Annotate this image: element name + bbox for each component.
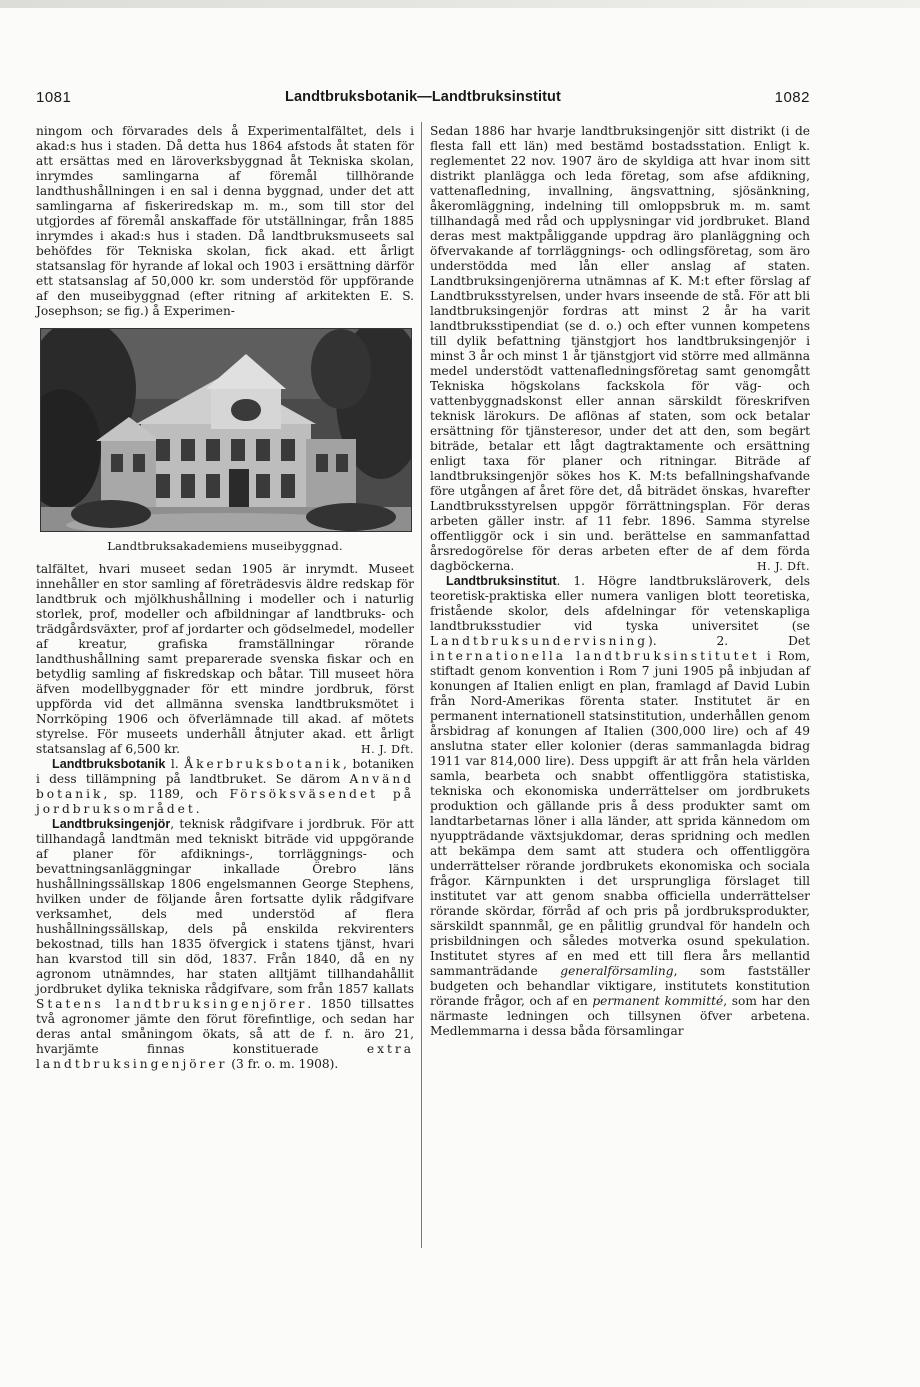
museum-building-illustration <box>41 329 411 531</box>
cross-reference: Försöksväsendet på jordbruksområdet <box>36 787 414 816</box>
headword: Landtbruksingenjör <box>52 817 171 831</box>
headword: Landtbruksbotanik <box>52 757 166 771</box>
entry-landtbruksingenjor: Landtbruksingenjör, teknisk rådgifvare i jordbruk. För att tillhandagå landtmän med tekniskt biträde vid uppgörande af planer för afdiknings-, torrläggnings- och bevattningsanläggningar inkallade Örebro läns hushållningssällskap 1806 engelsmannen George Stephens, hvilken under de följande åren fortsatte dylik rådgifvare verksamhet, dels med understöd af flera hushållningssällskap, dels på enskilda rekvirenters bekostnad, tills han 1835 öfvergick i statens tjänst, hvari han kvarstod till sin död, 1837. Från 1840, då en ny agronom utnämndes, har staten alltjämt tillhandahållit jordbruket dylika tekniska rådgifvare, som från 1857 kallats Statens landtbruksingenjörer. 1850 tillsattes två agronomer jämte den förut förefintlige, och sedan har deras antal småningom ökats, så att de f. n. äro 21, hvarjämte finnas konstituerade extra landtbruksingenjörer (3 fr. o. m. 1908). <box>36 817 414 1071</box>
left-column <box>36 124 414 1072</box>
cross-reference: Landtbruksundervisning <box>430 634 648 648</box>
spaced-term: extra landtbruksingenjörer <box>36 1042 414 1071</box>
museum-text-part1: ningom och förvarades dels å Experimentalfältet, dels i akad:s hus i staden. Då detta hus 1864 afstods åt staten för att ersättas med en läroverksbyggnad åt Tekniska skolan, inrymdes samlingarna af föremål tillhörande landthushållningen i en sal i denna byggnad, under det att samlingarna af fiskeriredskap m. m., som till stor del utgjordes af föremål anskaffade för utställningar, från 1885 inrymdes i akad:s hus i staden. Då landtbruksmuseets sal behöfdes för Tekniska skolan, fick akad. ett årligt statsanslag för hyrande af lokal och 1903 i ersättning därför ett statsanslag af 50,000 kr. som understöd för uppförande af den museibyggnad (efter ritning af arkitekten E. S. Josephson; se fig.) å Experimen- <box>36 124 414 318</box>
figure-caption: Landtbruksakademiens museibyggnad. <box>107 539 343 553</box>
page-number-right: 1082 <box>774 89 810 106</box>
scan-edge <box>0 0 920 8</box>
headword: Landtbruksinstitut <box>446 574 557 588</box>
page-header <box>36 89 810 111</box>
ingenjor-text: Sedan 1886 har hvarje landtbruksingenjör sitt distrikt (i de flesta fall ett län) med bestämd bostadsstation. Enligt k. reglementet 22 nov. 1907 äro de skyldiga att hvar inom sitt distrikt planlägga och leda företag, som afse afdikning, vattenafledning, invallning, ängsvattning, sjösänkning, åkeromläggning, indelning till omloppsbruk m. m. samt tillhandagå med råd och upplysningar vid jordbruket. Bland deras mest maktpåliggande uppdrag äro planläggning och öfvervakande af torrläggnings- och odlingsföretag, som äro understödda med lån eller anslag af staten. Landtbruksingenjörerna utnämnas af K. M:t efter förslag af Landtbruksstyrelsen, under hvars inseende de stå. För att bli landtbruksingenjör fordras att minst 2 år ha varit landtbruksstipendiat (se d. o.) och efter vunnen kompetens till dylik befattning tjänstgjort hos landtbruksingenjör i minst 3 år och minst 1 år tjänstgjort vid större med allmänna medel understödt vattenafledningsföretag samt genomgått Tekniska högskolans fackskola för väg- och vattenbyggnadskonst eller annan särskildt föreskrifven teknisk lärokurs. De aflönas af staten, som ock betalar ersättning för tjänsteresor, under det att den, som begärt biträde, betalar ett lågt dagtraktamente och ersättning enligt taxa för planer och ritningar. Biträde af landtbruksingenjör sökes hos K. M:ts befallningshafvande före utgången af året före det, då biträdet önskas, hvarefter Landtbruksstyrelsen uppgör förrättningsplan. För deras arbeten gäller instr. af 11 febr. 1896. Samma styrelse offentliggör ock i sin und. berättelse en sammanfattad årsredogörelse för deras arbeten efter de af dem förda dagböckerna. <box>430 124 810 573</box>
author-signature: H. J. Dft. <box>361 743 414 756</box>
museum-text-body: talfältet, hvari museet sedan 1905 är inrymdt. Museet innehåller en stor samling af företrädesvis äldre redskap för landtbruk och mjölkhushållning i modeller och i naturlig storlek, prof, modeller och afbildningar af landtbruks- och trädgårdsväxter, prof af jordarter och gödselmedel, modeller af kreatur, grafiska framställningar rörande landthushållning samt preparerade svenska fiskar och en betydlig samling af fiskredskap och båtar. Till museet höra äfven modellbyggnader för ett mindre jordbruk, först uppförda vid det allmänna svenska landtbruksmötet i Norrköping 1906 och öfverlämnade till akad. af mötets styrelse. För museets underhåll åtnjuter akad. ett årligt statsanslag af 6,500 kr. <box>36 562 414 756</box>
page-number-left: 1081 <box>36 89 72 106</box>
cross-reference: Använd botanik <box>36 772 414 801</box>
spaced-term: Åkerbruksbotanik <box>184 757 344 771</box>
author-signature: H. J. Dft. <box>757 560 810 573</box>
italic-term: generalförsamling <box>560 964 674 978</box>
entry-landtbruksbotanik: Landtbruksbotanik l. Åkerbruksbotanik, botaniken i dess tillämpning på landtbruket. Se därom Använd botanik, sp. 1189, och Försöksväsendet på jordbruksområdet. <box>36 757 414 816</box>
ingenjor-continued <box>430 124 810 574</box>
running-title: Landtbruksbotanik—Landtbruksinstitut <box>285 89 561 105</box>
right-column <box>430 124 810 1039</box>
spaced-term: internationella landtbruksinstitutet <box>430 649 760 663</box>
column-divider <box>421 122 422 1248</box>
museum-text-part2 <box>36 562 414 757</box>
spaced-term: Statens landtbruksingenjörer <box>36 997 308 1011</box>
entry-landtbruksinstitut: Landtbruksinstitut. 1. Högre landtbruksläroverk, dels teoretisk-praktiska eller numera vanligen blott teoretiska, fristående skolor, dels afdelningar för vetenskapliga landtbruksstudier vid tyska universitet (se Landtbruksundervisning). 2. Det internationella landtbruksinstitutet i Rom, stiftadt genom konvention i Rom 7 juni 1905 på inbjudan af konungen af Italien enligt en plan, framlagd af David Lubin från Nord-Amerikas förenta stater. Institutet är en permanent internationell statsinstitution, underhållen genom årsbidrag af konungen af Italien (300,000 lire) och af 49 anslutna stater eller kolonier (deras sammanlagda bidrag 1911 var 814,000 lire). Dess uppgift är att från hela världen samla, bearbeta och snabbt offentliggöra statistiska, tekniska och ekonomiska underrättelser om jordbrukets produktion och gällande pris å dess produkter samt om landtarbetarnas löner i alla länder, att sprida kännedom om nyuppträdande växtsjukdomar, deras spridning och medlen att bekämpa dem samt att studera och offentliggöra underrättelser rörande jordbrukets ekonomiska och sociala frågor. Kärnpunkten i det ursprungliga förslaget till institutet var att genom snabba officiella underrättelser rörande skördar, förråd af och pris på jordbruksprodukter, särskildt spannmål, ge en pålitlig grundval för handeln och prisbildningen och således motverka osund spekulation. Institutet styres af en med ett till flera års mellantid sammanträdande generalförsamling, som fastställer budgeten och behandlar viktigare, institutets konstitution rörande frågor, och af en permanent kommitté, som har den närmaste ledningen och tillsynen öfver arbetena. Medlemmarna i dessa båda församlingar <box>430 574 811 1038</box>
italic-term: permanent kommitté <box>592 994 724 1008</box>
museum-building-photo <box>40 328 412 532</box>
